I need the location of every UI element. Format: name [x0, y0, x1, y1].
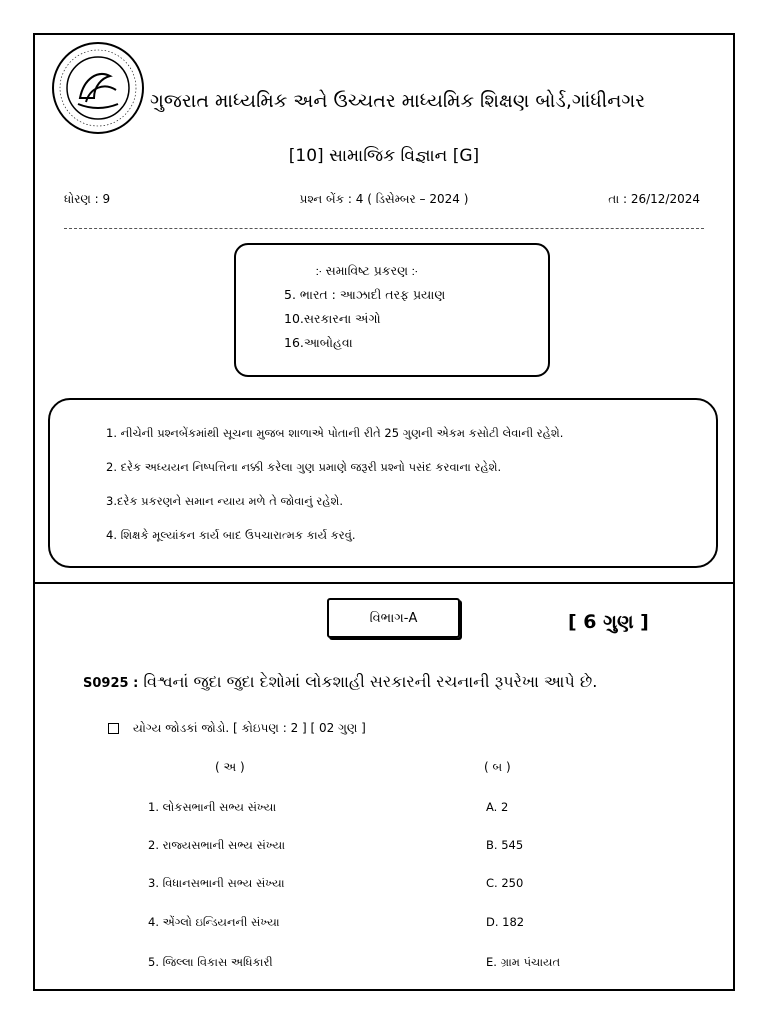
- board-seal-logo: [50, 40, 146, 136]
- match-a-item: 4. એંગ્લો ઇન્ડિયનની સંખ્યા: [148, 915, 280, 929]
- date-label: તા : 26/12/2024: [608, 192, 700, 206]
- task-line: [108, 721, 366, 736]
- match-b-item: A. 2: [486, 800, 509, 814]
- instruction-item: 4. શિક્ષકે મૂલ્યાંકન કાર્ય બાદ ઉપચારાત્મક કાર્ય કરવું.: [106, 528, 356, 542]
- question-bank-label: પ્રશ્ન બેંક : 4 ( ડિસેમ્બર – 2024 ): [299, 192, 469, 206]
- question-text: વિશ્વનાં જુદા જુદા દેશોમાં લોકશાહી સરકારની રચનાની રૂપરેખા આપે છે.: [143, 672, 598, 691]
- match-b-item: B. 545: [486, 838, 524, 852]
- subject-title: [10] સામાજિક વિજ્ઞાન [G]: [288, 146, 480, 166]
- match-b-item: E. ગ્રામ પંચાયત: [486, 955, 561, 969]
- chapter-item: 10.સરકારના અંગો: [284, 311, 381, 326]
- header-separator: [64, 228, 704, 229]
- match-b-item: C. 250: [486, 876, 524, 890]
- instructions-box: [48, 398, 718, 568]
- column-a-heading: ( અ ): [215, 760, 245, 774]
- section-label: વિભાગ-A: [369, 610, 418, 626]
- question-line: [83, 672, 597, 692]
- question-code: S0925 :: [83, 676, 139, 691]
- column-b-heading: ( બ ): [484, 760, 511, 774]
- chapters-box: [234, 243, 550, 377]
- section-marks: [ 6 ગુણ ]: [568, 611, 649, 633]
- instruction-item: 1. નીચેની પ્રશ્નબેંકમાંથી સૂચના મુજબ શાળાએ પોતાની રીતે 25 ગુણની એકમ કસોટી લેવાની રહેશે.: [106, 426, 564, 440]
- match-b-item: D. 182: [486, 915, 525, 929]
- instruction-item: 3.દરેક પ્રકરણને સમાન ન્યાય મળે તે જોવાનું રહેશે.: [106, 494, 344, 508]
- match-a-item: 1. લોકસભાની સભ્ય સંખ્યા: [148, 800, 277, 814]
- checkbox-icon: [108, 723, 119, 734]
- board-name: ગુજરાત માધ્યમિક અને ઉચ્ચતર માધ્યમિક શિક્ષણ બોર્ડ,ગાંધીનગર: [150, 90, 646, 112]
- section-divider: [33, 582, 735, 584]
- chapter-item: 16.આબોહવા: [284, 335, 353, 350]
- match-a-item: 3. વિધાનસભાની સભ્ય સંખ્યા: [148, 876, 285, 890]
- standard-label: ધોરણ : 9: [64, 192, 111, 206]
- instruction-item: 2. દરેક અધ્યયન નિષ્પત્તિના નક્કી કરેલા ગુણ પ્રમાણે જરૂરી પ્રશ્નો પસંદ કરવાના રહેશે.: [106, 460, 502, 474]
- chapters-heading: ჻ સમાવિષ્ટ પ્રકરણ ჻: [316, 263, 418, 278]
- task-text: યોગ્ય જોડકાં જોડો. [ કોઇપણ : 2 ] [ 02 ગુણ ]: [133, 721, 366, 735]
- match-a-item: 2. રાજ્યસભાની સભ્ય સંખ્યા: [148, 838, 286, 852]
- section-label-box: [327, 598, 460, 638]
- chapter-item: 5. ભારત : આઝાદી તરફ પ્રયાણ: [284, 287, 446, 302]
- match-a-item: 5. જિલ્લા વિકાસ અધિકારી: [148, 955, 273, 969]
